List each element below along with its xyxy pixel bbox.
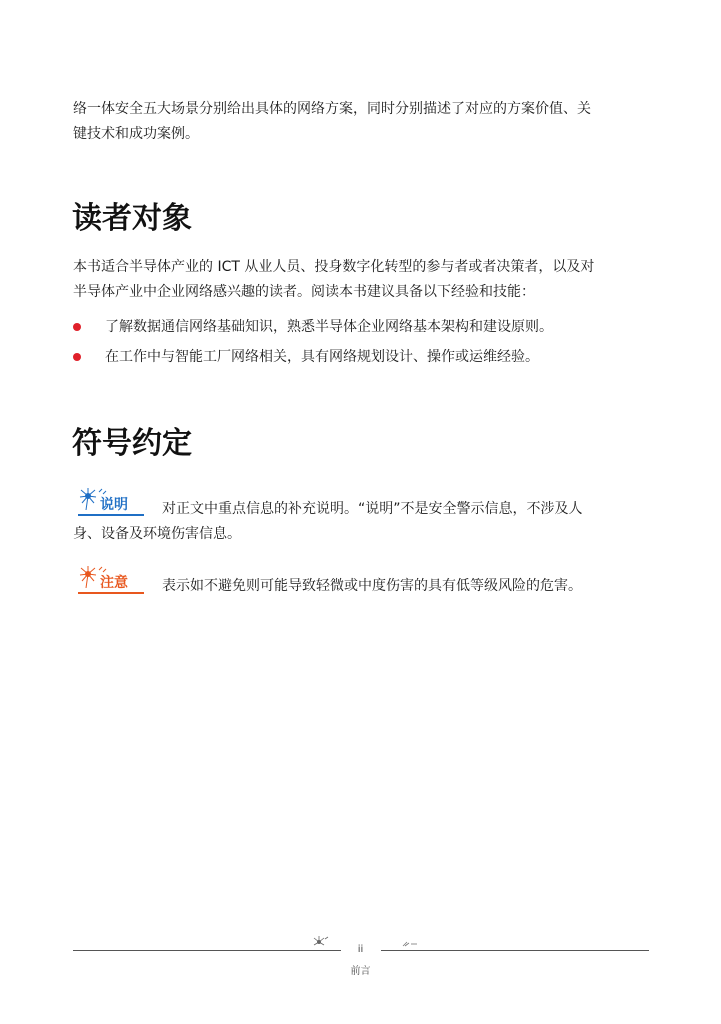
intro-paragraph — [73, 97, 653, 147]
bullet-dot-icon — [73, 323, 81, 331]
page-number: ii — [357, 944, 364, 955]
note-text-first: 对正文中重点信息的补充说明。“说明”不是安全警示信息，不涉及人 — [162, 501, 583, 517]
readers-line-2: 半导体产业中企业网络感兴趣的读者。阅读本书建议具备以下经验和技能： — [73, 284, 535, 300]
caution-underline — [78, 592, 144, 594]
readers-paragraph — [73, 255, 653, 305]
symbols-heading: 符号约定 — [72, 426, 192, 461]
readers-heading: 读者对象 — [72, 201, 192, 236]
caution-text: 表示如不避免则可能导致轻微或中度伤害的具有低等级风险的危害。 — [162, 578, 582, 594]
footer-dandelion-icon — [313, 935, 329, 949]
footer-section-label: 前言 — [350, 966, 371, 977]
bullet-text: 在工作中与智能工厂网络相关，具有网络规划设计、操作或运维经验。 — [105, 349, 539, 365]
note-label: 说明 — [100, 497, 128, 513]
bullet-dot-icon — [73, 353, 81, 361]
footer-seed-icon — [402, 940, 418, 948]
bullet-text: 了解数据通信网络基础知识，熟悉半导体企业网络基本架构和建设原则。 — [105, 319, 553, 335]
note-text-second: 身、设备及环境伤害信息。 — [73, 526, 241, 542]
note-underline — [78, 514, 144, 516]
intro-line-2: 键技术和成功案例。 — [73, 126, 199, 142]
footer-rule-left — [73, 950, 341, 951]
footer-rule-right — [381, 950, 649, 951]
readers-line-1: 本书适合半导体产业的 ICT 从业人员、投身数字化转型的参与者或者决策者，以及对 — [73, 259, 595, 275]
intro-line-1: 络一体安全五大场景分别给出具体的网络方案，同时分别描述了对应的方案价值、关 — [73, 101, 591, 117]
caution-label: 注意 — [100, 575, 128, 591]
note-badge — [78, 486, 148, 516]
caution-badge — [78, 564, 148, 594]
